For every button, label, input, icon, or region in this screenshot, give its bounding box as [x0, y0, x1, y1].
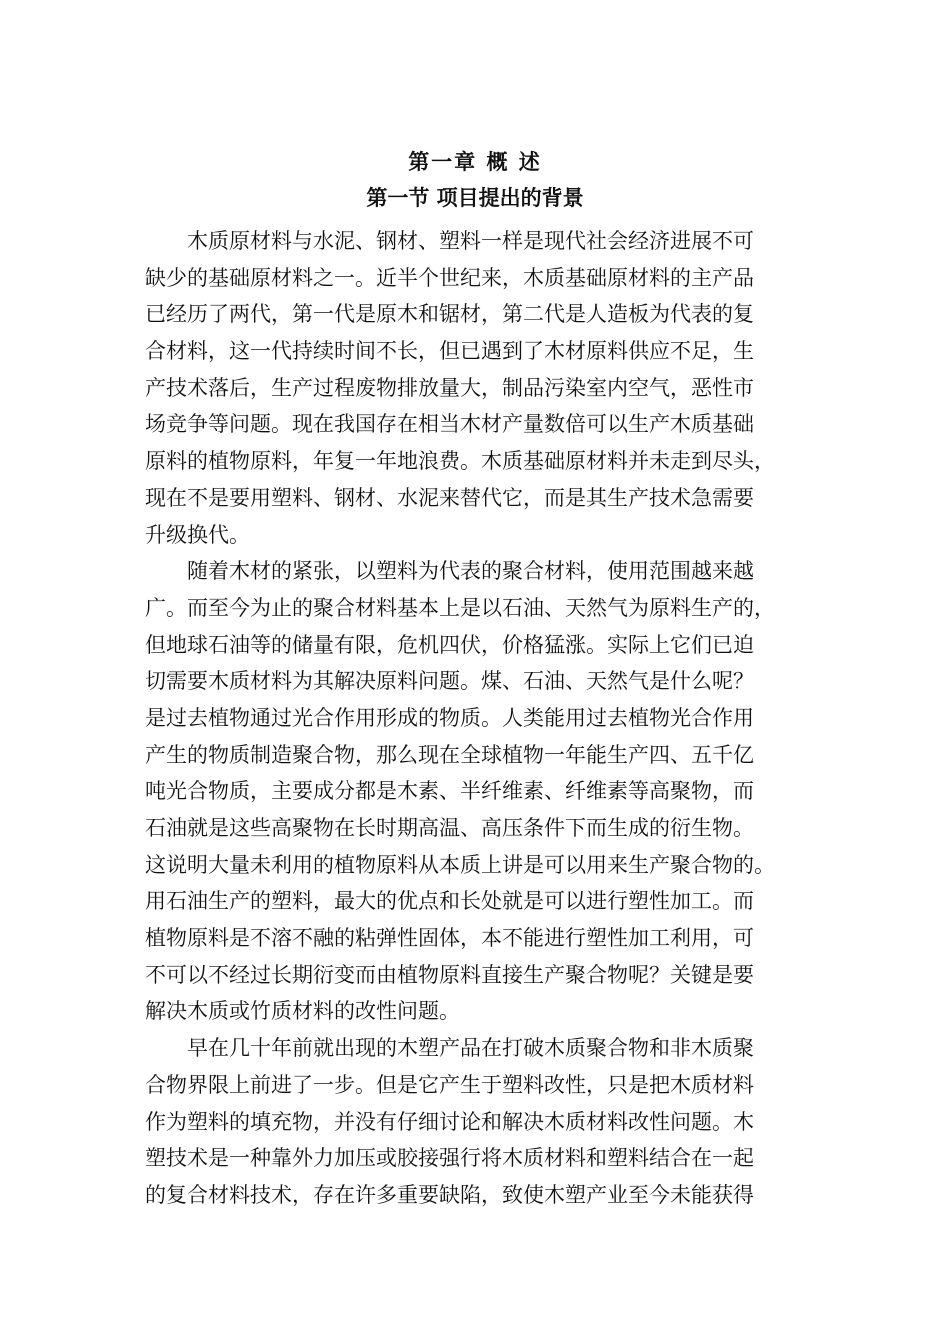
- paragraph-line: 早在几十年前就出现的木塑产品在打破木质聚合物和非木质聚: [187, 1036, 754, 1061]
- paragraph-line: 合材料，这一代持续时间不长，但已遇到了木材原料供应不足，生: [145, 339, 754, 364]
- paragraph-line: 解决木质或竹质材料的改性问题。: [145, 999, 460, 1024]
- paragraph-line: 缺少的基础原材料之一。近半个世纪来，木质基础原材料的主产品: [145, 265, 754, 290]
- paragraph-line: 但地球石油等的储量有限，危机四伏，价格猛涨。实际上它们已迫: [145, 632, 754, 657]
- paragraph-line: 石油就是这些高聚物在长时期高温、高压条件下而生成的衍生物。: [145, 816, 754, 840]
- paragraph-line: 植物原料是不溶不融的粘弹性固体，本不能进行塑性加工利用，可: [145, 926, 754, 951]
- paragraph-line: 是过去植物通过光合作用形成的物质。人类能用过去植物光合作用: [145, 705, 754, 730]
- paragraph-line: 场竞争等问题。现在我国存在相当木材产量数倍可以生产木质基础: [145, 412, 754, 437]
- paragraph-line: 作为塑料的填充物，并没有仔细讨论和解决木质材料改性问题。木: [145, 1109, 754, 1134]
- paragraph-line: 木质原材料与水泥、钢材、塑料一样是现代社会经济进展不可: [187, 229, 754, 253]
- paragraph-line: 这说明大量未利用的植物原料从本质上讲是可以用来生产聚合物的。: [145, 852, 775, 877]
- paragraph: [145, 1030, 825, 1213]
- paragraph-line: 产技术落后，生产过程废物排放量大，制品污染室内空气，恶性市: [145, 375, 754, 400]
- body-text: [145, 223, 825, 1214]
- paragraph-line: 产生的物质制造聚合物，那么现在全球植物一年能生产四、五千亿: [145, 742, 754, 767]
- paragraph-line: 升级换代。: [145, 522, 250, 547]
- paragraph-line: 已经历了两代，第一代是原木和锯材，第二代是人造板为代表的复: [145, 302, 754, 327]
- paragraph-line: 的复合材料技术，存在许多重要缺陷，致使木塑产业至今未能获得: [145, 1182, 754, 1207]
- paragraph-line: 随着木材的紧张，以塑料为代表的聚合材料，使用范围越来越: [187, 559, 754, 584]
- paragraph-line: 用石油生产的塑料，最大的优点和长处就是可以进行塑性加工。而: [145, 889, 754, 914]
- paragraph-line: 合物界限上前进了一步。但是它产生于塑料改性，只是把木质材料: [145, 1072, 754, 1097]
- chapter-title: 第一章 概 述: [408, 149, 542, 174]
- paragraph: [145, 553, 825, 1030]
- paragraph-line: 切需要木质材料为其解决原料问题。煤、石油、天然气是什么呢？: [145, 669, 754, 694]
- paragraph: [145, 223, 825, 553]
- paragraph-line: 现在不是要用塑料、钢材、水泥来替代它，而是其生产技术急需要: [145, 485, 754, 510]
- paragraph-line: 塑技术是一种靠外力加压或胶接强行将木质材料和塑料结合在一起: [145, 1146, 754, 1171]
- paragraph-line: 吨光合物质，主要成分都是木素、半纤维素、纤维素等高聚物，而: [145, 779, 754, 804]
- paragraph-line: 不可以不经过长期衍变而由植物原料直接生产聚合物呢？关键是要: [145, 962, 754, 987]
- section-title: 第一节 项目提出的背景: [366, 185, 584, 210]
- paragraph-line: 广。而至今为止的聚合材料基本上是以石油、天然气为原料生产的，: [145, 595, 775, 620]
- paragraph-line: 原料的植物原料，年复一年地浪费。木质基础原材料并未走到尽头，: [145, 449, 775, 474]
